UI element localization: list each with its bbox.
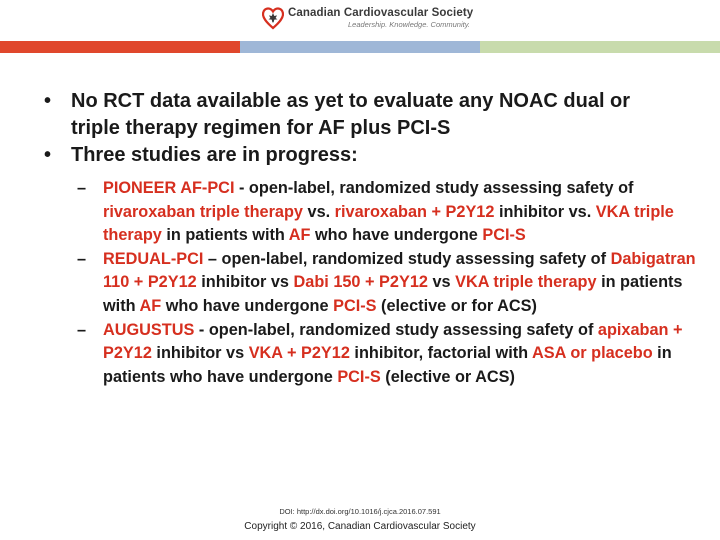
study-part: in patients with	[103, 273, 683, 315]
color-stripe	[0, 41, 720, 53]
study-part: - open-label, randomized study assessing safety of	[194, 320, 598, 339]
stripe-blue	[240, 41, 480, 53]
study-part: VKA triple therapy	[103, 202, 674, 245]
study-part: vs	[427, 273, 456, 292]
bullet-mark: •	[44, 90, 52, 112]
study-pioneer	[0, 177, 703, 248]
study-part: who have undergone	[310, 226, 483, 245]
study-part: rivaroxaban + P2Y12	[334, 202, 495, 221]
study-part: Dabi 150 + P2Y12	[293, 273, 428, 292]
org-name: Canadian Cardiovascular Society	[288, 7, 474, 19]
study-part: in patients with	[161, 226, 289, 245]
study-part: (elective or ACS)	[380, 367, 515, 386]
study-part: inhibitor vs	[151, 344, 249, 363]
dash-mark: –	[77, 249, 87, 268]
study-part: rivaroxaban triple therapy	[103, 202, 303, 221]
study-part: AF	[139, 296, 162, 315]
study-part: inhibitor, factorial with	[349, 344, 533, 363]
study-part: PCI-S	[337, 367, 381, 386]
org-tagline: Leadership. Knowledge. Community.	[348, 20, 471, 29]
study-part: inhibitor vs.	[494, 202, 596, 221]
bullet-no-rct-data	[0, 88, 681, 142]
stripe-green	[480, 41, 720, 53]
study-part: AUGUSTUS	[103, 320, 195, 339]
footer-copyright: Copyright © 2016, Canadian Cardiovascular Society	[244, 521, 476, 532]
ccs-logo	[262, 6, 473, 30]
study-part: PCI-S	[482, 226, 526, 245]
study-part: who have undergone	[161, 296, 334, 315]
study-part: ASA or placebo	[532, 344, 653, 363]
header	[0, 0, 720, 56]
dash-mark: –	[77, 179, 87, 197]
study-part: in patients who have undergone	[103, 344, 672, 386]
study-part: VKA triple therapy	[455, 273, 597, 292]
dash-mark: –	[77, 320, 87, 339]
stripe-red	[0, 41, 240, 53]
bullet-studies-in-progress	[0, 142, 681, 169]
study-part: apixaban + P2Y12	[103, 320, 683, 363]
study-part: PIONEER AF-PCI	[103, 179, 235, 197]
study-part: (elective or for ACS)	[376, 296, 537, 315]
study-part: vs.	[302, 202, 335, 221]
bullet-mark: •	[44, 144, 52, 166]
study-augustus	[0, 319, 703, 390]
study-part: inhibitor vs	[196, 273, 294, 292]
study-text	[103, 179, 674, 244]
heart-maple-icon	[262, 6, 284, 30]
study-part: VKA + P2Y12	[248, 344, 350, 363]
study-part: AF	[288, 226, 311, 245]
bullet-text: No RCT data available as yet to evaluate any NOAC dual or triple therapy regimen for AF plus PCI-S	[71, 90, 631, 139]
study-part: REDUAL-PCI	[103, 249, 204, 268]
study-text	[103, 250, 696, 315]
study-text	[103, 321, 683, 386]
study-redual	[0, 248, 703, 319]
bullet-text: Three studies are in progress:	[71, 144, 358, 166]
footer-doi: DOI: http://dx.doi.org/10.1016/j.cjca.2016.07.591	[279, 507, 441, 516]
study-part: PCI-S	[333, 296, 377, 315]
slide-body	[0, 88, 720, 389]
study-part: – open-label, randomized study assessing safety of	[203, 249, 611, 268]
study-part: Dabigatran 110 + P2Y12	[103, 249, 696, 292]
study-part: - open-label, randomized study assessing safety of	[234, 179, 634, 197]
